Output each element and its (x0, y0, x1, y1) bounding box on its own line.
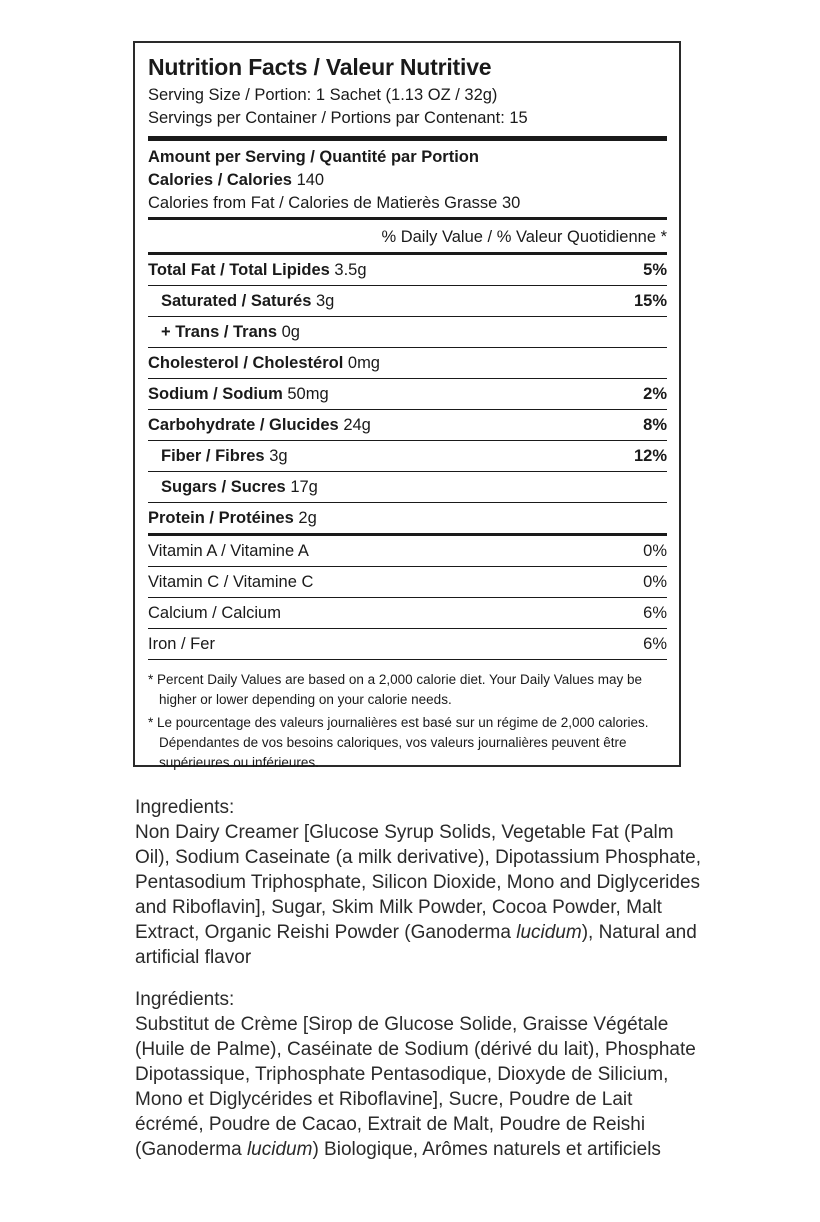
calories-line (148, 169, 667, 192)
vitamin-dv: 6% (643, 634, 667, 653)
nutrient-name: Saturated / Saturés (161, 291, 312, 310)
nutrient-amount: 0mg (347, 353, 380, 372)
nutrient-row-fiber (148, 440, 667, 471)
ingredients-text (135, 820, 705, 970)
nutrient-name: Sugars / Sucres (161, 477, 286, 496)
footnotes (148, 670, 667, 773)
nutrient-amount: 3g (315, 291, 335, 310)
ingredients-text-part: Substitut de Crème [Sirop de Glucose Solide, Graisse Végétale (Huile de Palme), Caséinate de Sodium (dérivé du lait), Phosphate Dipotassique, Triphosphate Pentasodique, Dioxyde de Silicium, Mono et Diglycérides et Riboflavine], Sucre, Poudre de Lait écrémé, Poudre de Cacao, Extrait de Malt, Poudre de Reishi (Ganoderma (135, 1014, 696, 1160)
nutrient-row-total-fat (148, 252, 667, 285)
footnote-french: * Le pourcentage des valeurs journalières est basé sur un régime de 2,000 calories. Dépendantes de vos besoins caloriques, vos valeurs journalières peuvent être supérieures ou inférieures. (148, 715, 649, 770)
nutrient-amount: 0g (281, 322, 300, 341)
daily-value-header: % Daily Value / % Valeur Quotidienne * (148, 217, 667, 252)
ingredients-heading: Ingredients: (135, 797, 235, 818)
ingredients-text-part: Non Dairy Creamer [Glucose Syrup Solids, Vegetable Fat (Palm Oil), Sodium Caseinate (a milk derivative), Dipotassium Phosphate, Pentasodium Triphosphate, Silicon Dioxide, Mono and Diglycerides and Riboflavin], Sugar, Skim Milk Powder, Cocoa Powder, Malt Extract, Organic Reishi Powder (Ganoderma (135, 822, 702, 943)
nutrient-dv: 8% (643, 415, 667, 434)
nutrient-amount: 3.5g (334, 260, 367, 279)
nutrient-row-protein (148, 502, 667, 536)
nutrient-name: Cholesterol / Cholestérol (148, 353, 344, 372)
nutrient-row-carbohydrate (148, 409, 667, 440)
vitamin-dv: 6% (643, 603, 667, 622)
vitamin-name: Iron / Fer (148, 634, 215, 653)
ingredients-text-part: ) Biologique, Arômes naturels et artificiels (312, 1139, 661, 1160)
vitamin-name: Calcium / Calcium (148, 603, 281, 622)
nutrient-row-trans (148, 316, 667, 347)
nutrition-facts-panel (133, 41, 681, 770)
amount-per-serving: Amount per Serving / Quantité par Portion (148, 148, 479, 166)
label-title: Nutrition Facts / Valeur Nutritive (148, 54, 492, 80)
nutrient-dv: 15% (633, 291, 667, 310)
nutrient-dv: 2% (643, 384, 667, 403)
nutrient-name: Protein / Protéines (148, 508, 294, 527)
vitamin-row-c (148, 566, 667, 597)
nutrient-amount: 3g (269, 446, 288, 465)
nutrient-name: Total Fat / Total Lipides (148, 260, 330, 279)
ingredients-text (135, 1012, 705, 1162)
ingredients-italic: lucidum (246, 1139, 313, 1160)
ingredients-heading: Ingrédients: (135, 989, 235, 1010)
footnote-english: * Percent Daily Values are based on a 2,000 calorie diet. Your Daily Values may be higher or lower depending on your calorie needs. (148, 672, 643, 707)
vitamin-dv: 0% (643, 541, 667, 560)
vitamin-row-a (148, 536, 667, 566)
vitamin-row-iron (148, 628, 667, 660)
ingredients-italic: lucidum (516, 922, 582, 943)
calories-label: Calories / Calories (148, 171, 292, 189)
nutrient-amount: 2g (298, 508, 317, 527)
serving-size: Serving Size / Portion: 1 Sachet (1.13 OZ / 32g) (148, 86, 498, 104)
nutrient-amount: 24g (343, 415, 371, 434)
nutrient-dv: 12% (633, 446, 667, 465)
vitamin-row-calcium (148, 597, 667, 628)
divider-thick (148, 136, 667, 141)
ingredients-english (135, 795, 705, 970)
ingredients-french (135, 987, 705, 1162)
nutrient-row-sugars (148, 471, 667, 502)
servings-per-container: Servings per Container / Portions par Contenant: 15 (148, 109, 528, 127)
nutrient-name: Carbohydrate / Glucides (148, 415, 339, 434)
nutrient-amount: 17g (290, 477, 318, 496)
nutrient-amount: 50mg (287, 384, 329, 403)
vitamin-name: Vitamin C / Vitamine C (148, 572, 314, 591)
nutrient-name: + Trans / Trans (161, 322, 278, 341)
vitamin-dv: 0% (643, 572, 667, 591)
nutrient-name: Fiber / Fibres (161, 446, 265, 465)
calories-from-fat: Calories from Fat / Calories de Matierès Grasse 30 (148, 194, 521, 212)
nutrient-row-sodium (148, 378, 667, 409)
ingredients-text-part: ), Natural and artificial flavor (135, 922, 697, 968)
nutrient-name: Sodium / Sodium (148, 384, 283, 403)
nutrient-dv: 5% (643, 260, 667, 279)
nutrient-row-saturated (148, 285, 667, 316)
nutrient-row-cholesterol (148, 347, 667, 378)
vitamin-name: Vitamin A / Vitamine A (148, 541, 309, 560)
calories-value: 140 (296, 171, 325, 189)
